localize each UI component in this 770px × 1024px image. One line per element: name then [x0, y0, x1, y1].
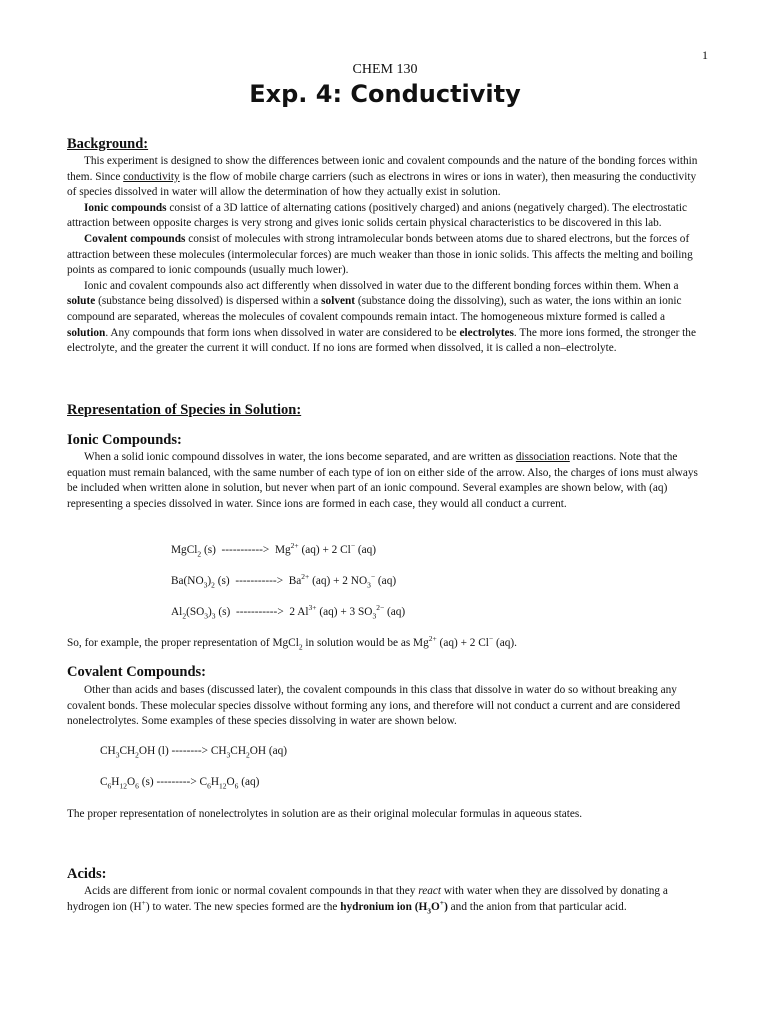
ionic-equation-2: $Ba(NO_3)_2$ (s) -----------> $Ba^{2+}$ (aq) + 2 $NO_3^-$ (aq): [171, 572, 397, 590]
representation-heading: Representation of Species in Solution:: [67, 402, 302, 418]
background-paragraph-1: This experiment is designed to show the differences between ionic and covalent compounds and the nature of the bonding forces within them. Since conductivity is the flow of mobile charge carriers (such as electrons in wires or ions in water), then measuring the conductivity of species dissolved in water will allow the determination of how they actually exist in solution.: [67, 155, 698, 199]
background-paragraph-2: Ionic compounds consist of a 3D lattice of alternating cations (positively charged) and anions (negatively charged). The electrostatic attraction between opposite charges is very strong and gives ionic solids certain physical characteristics to be discovered in this lab.: [67, 201, 687, 230]
background-paragraph-4: Ionic and covalent compounds also act differently when dissolved in water due to the different bonding forces within them. When a solute (substance being dissolved) is dispersed within a solvent (substance doing the dissolving), such as water, the ions within an ionic compound are separated, whereas the molecules of covalent compounds remain intact. The homogeneous mixture formed is called a solution. Any compounds that form ions when dissolved in water are considered to be electrolytes. The more ions formed, the stronger the electrolyte, and the greater the current it will conduct. If no ions are formed when dissolved, it is called a non–electrolyte.: [67, 279, 696, 355]
covalent-summary: The proper representation of nonelectrolytes in solution are as their original molecular formulas in aqueous states.: [67, 808, 583, 820]
covalent-equation-1: $CH_3CH_2OH$ (l) --------> $CH_3CH_2OH$ (aq): [100, 745, 288, 760]
ionic-equation-3: $Al_2(SO_3)_3$ (s) -----------> 2 $Al^{3+}$ (aq) + 3 $SO_3^{2-}$ (aq): [171, 603, 406, 621]
ionic-summary: So, for example, the proper representation of MgCl$_2$ in solution would be as $Mg^{2+}$ (aq) + 2 Cl− (aq).: [67, 634, 517, 652]
ionic-equation-1: MgCl$_2$ (s) -----------> $Mg^{2+}$ (aq) + 2 Cl− (aq): [171, 541, 377, 559]
ionic-heading: Ionic Compounds:: [67, 432, 182, 448]
covalent-paragraph: Other than acids and bases (discussed later), the covalent compounds in this class that dissolve in water do so without breaking any covalent bonds. These molecular species dissolve without forming any ions, and therefore will not conduct a current and are considered nonelectrolytes. Some examples of these species dissolving in water are shown below.: [67, 684, 681, 728]
background-section: [67, 154, 707, 357]
page-title: Exp. 4: Conductivity: [249, 80, 521, 108]
acids-heading: Acids:: [67, 866, 107, 882]
covalent-equation-2: $C_6H_{12}O_6$ (s) ---------> $C_6H_{12}O_6$ (aq): [100, 776, 260, 791]
background-paragraph-3: Covalent compounds consist of molecules with strong intramolecular bonds between atoms due to shared electrons, but the forces of attraction between these molecules (intermolecular forces) are much weaker than those in ionic solids. This affects the melting and boiling points as compared to ionic compounds (usually much lower).: [67, 232, 693, 277]
acids-paragraph: Acids are different from ionic or normal covalent compounds in that they react with water when they are dissolved by donating a hydrogen ion (H+) to water. The new species formed are the hydronium ion $(H_3O^+)$ and the anion from that particular acid.: [67, 885, 668, 915]
ionic-paragraph: When a solid ionic compound dissolves in water, the ions become separated, and are written as dissociation reactions. Note that the equation must remain balanced, with the same number of each type of ion on either side of the arrow. Also, the charges of ions must always be included when written alone in solution, but never when part of an ionic compound. Several examples are shown below, with (aq) representing a species dissolved in water. Since ions are formed in each case, they would all conduct a current.: [67, 451, 698, 510]
covalent-heading: Covalent Compounds:: [67, 664, 206, 680]
course-code: CHEM 130: [352, 62, 418, 77]
page-number: 1: [702, 48, 708, 62]
background-heading: Background:: [67, 136, 149, 152]
